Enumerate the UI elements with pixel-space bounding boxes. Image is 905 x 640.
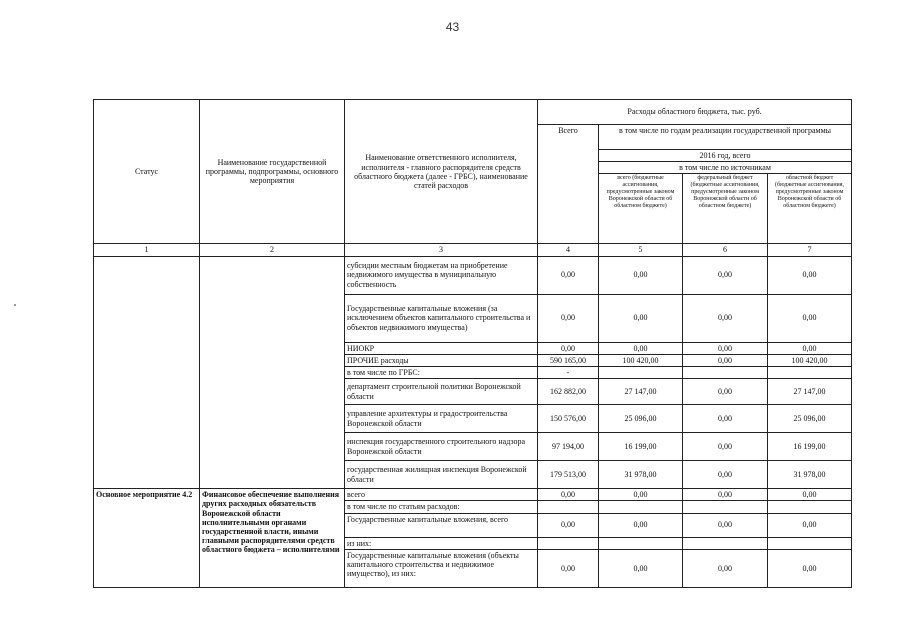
col-number-4: 4 <box>538 244 599 256</box>
page-number: 43 <box>445 20 460 34</box>
row-value-total: 0,00 <box>538 549 599 587</box>
row-value-regional <box>768 501 852 513</box>
col-number-1: 1 <box>94 244 200 256</box>
header-total: Всего <box>538 125 599 244</box>
row-name: субсидии местным бюджетам на приобретение недвижимого имущества в муниципальную собственность <box>345 256 538 294</box>
row-value-regional: 0,00 <box>768 256 852 294</box>
header-source-federal: федеральный бюджет (бюджетные ассигнования, предусмотренные законом Воронежской области об областном бюджете) <box>683 174 768 244</box>
col-number-5: 5 <box>599 244 683 256</box>
header-by-years: в том числе по годам реализации государственной программы <box>599 125 852 150</box>
col-number-2: 2 <box>200 244 345 256</box>
row-value-total <box>538 537 599 549</box>
header-expenses-title: Расходы областного бюджета, тыс. руб. <box>538 100 852 125</box>
row-value-total: 0,00 <box>538 342 599 354</box>
row-name: Государственные капитальные вложения, всего <box>345 513 538 537</box>
row-value-total: - <box>538 366 599 378</box>
row-value-year: 100 420,00 <box>599 354 683 366</box>
row-value-federal: 0,00 <box>683 461 768 489</box>
activity-name: Финансовое обеспечение выполнения других расходных обязательств Воронежской области исполнительными органами государственной власти, иными главными распорядителями средств областного бюджета – исполнителями <box>200 489 345 588</box>
row-name: департамент строительной политики Воронежской области <box>345 379 538 405</box>
row-value-year: 16 199,00 <box>599 433 683 461</box>
row-value-regional: 100 420,00 <box>768 354 852 366</box>
row-name: инспекция государственного строительного надзора Воронежской области <box>345 433 538 461</box>
header-executor-name: Наименование ответственного исполнителя, исполнителя - главного распорядителя средств областного бюджета (далее - ГРБС), наименование статей расходов <box>345 100 538 244</box>
row-value-year: 0,00 <box>599 294 683 342</box>
row-value-total: 179 513,00 <box>538 461 599 489</box>
row-name: из них: <box>345 537 538 549</box>
row-name: в том числе по ГРБС: <box>345 366 538 378</box>
header-by-sources: в том числе по источникам <box>599 162 852 174</box>
row-value-total: 162 882,00 <box>538 379 599 405</box>
row-value-year: 0,00 <box>599 489 683 501</box>
row-value-federal: 0,00 <box>683 405 768 433</box>
row-value-year <box>599 537 683 549</box>
header-program-name: Наименование государственной программы, подпрограммы, основного мероприятия <box>200 100 345 244</box>
row-name: в том числе по статьям расходов: <box>345 501 538 513</box>
status-cell-empty <box>94 256 200 489</box>
header-year-total: 2016 год, всего <box>599 150 852 162</box>
row-value-total: 0,00 <box>538 294 599 342</box>
row-value-total: 0,00 <box>538 256 599 294</box>
activity-status: Основное мероприятие 4.2 <box>94 489 200 588</box>
header-source-total: всего (бюджетные ассигнования, предусмотренные законом Воронежской области об областном бюджете) <box>599 174 683 244</box>
col-number-7: 7 <box>768 244 852 256</box>
row-value-year: 0,00 <box>599 549 683 587</box>
row-value-regional: 0,00 <box>768 513 852 537</box>
col-number-3: 3 <box>345 244 538 256</box>
row-name: государственная жилищная инспекция Воронежской области <box>345 461 538 489</box>
row-value-year: 0,00 <box>599 342 683 354</box>
header-source-regional: областной бюджет (бюджетные ассигнования, предусмотренные законом Воронежской области об областном бюджете) <box>768 174 852 244</box>
row-value-regional: 31 978,00 <box>768 461 852 489</box>
row-value-total: 0,00 <box>538 513 599 537</box>
row-value-total: 590 165,00 <box>538 354 599 366</box>
row-name: всего <box>345 489 538 501</box>
row-value-regional: 0,00 <box>768 549 852 587</box>
row-value-regional: 16 199,00 <box>768 433 852 461</box>
scan-speck <box>14 304 16 306</box>
row-value-year: 0,00 <box>599 256 683 294</box>
row-name: Государственные капитальные вложения (за исключением объектов капитального строительства и объектов недвижимого имущества) <box>345 294 538 342</box>
col-number-6: 6 <box>683 244 768 256</box>
row-value-federal: 0,00 <box>683 489 768 501</box>
budget-table <box>93 99 852 588</box>
row-name: Государственные капитальные вложения (объекты капитального строительства и недвижимое имущество), из них: <box>345 549 538 587</box>
row-value-year: 27 147,00 <box>599 379 683 405</box>
row-value-federal: 0,00 <box>683 256 768 294</box>
row-value-federal: 0,00 <box>683 433 768 461</box>
row-value-total: 0,00 <box>538 489 599 501</box>
row-value-federal <box>683 366 768 378</box>
header-status: Статус <box>94 100 200 244</box>
row-name: НИОКР <box>345 342 538 354</box>
row-value-federal <box>683 501 768 513</box>
row-value-year <box>599 366 683 378</box>
row-value-regional: 25 096,00 <box>768 405 852 433</box>
row-value-federal: 0,00 <box>683 379 768 405</box>
row-value-year: 0,00 <box>599 513 683 537</box>
row-value-year: 31 978,00 <box>599 461 683 489</box>
row-value-federal: 0,00 <box>683 354 768 366</box>
row-value-regional: 27 147,00 <box>768 379 852 405</box>
row-value-federal: 0,00 <box>683 549 768 587</box>
row-value-year: 25 096,00 <box>599 405 683 433</box>
row-value-regional: 0,00 <box>768 342 852 354</box>
program-cell-empty <box>200 256 345 489</box>
row-value-year <box>599 501 683 513</box>
row-name: ПРОЧИЕ расходы <box>345 354 538 366</box>
row-value-regional <box>768 366 852 378</box>
row-value-total: 150 576,00 <box>538 405 599 433</box>
row-value-total: 97 194,00 <box>538 433 599 461</box>
row-value-federal: 0,00 <box>683 513 768 537</box>
row-value-regional: 0,00 <box>768 294 852 342</box>
row-value-federal <box>683 537 768 549</box>
table-row <box>94 489 852 501</box>
row-value-total <box>538 501 599 513</box>
table-row <box>94 256 852 294</box>
row-value-federal: 0,00 <box>683 294 768 342</box>
row-value-regional: 0,00 <box>768 489 852 501</box>
row-name: управление архитектуры и градостроительства Воронежской области <box>345 405 538 433</box>
row-value-federal: 0,00 <box>683 342 768 354</box>
row-value-regional <box>768 537 852 549</box>
